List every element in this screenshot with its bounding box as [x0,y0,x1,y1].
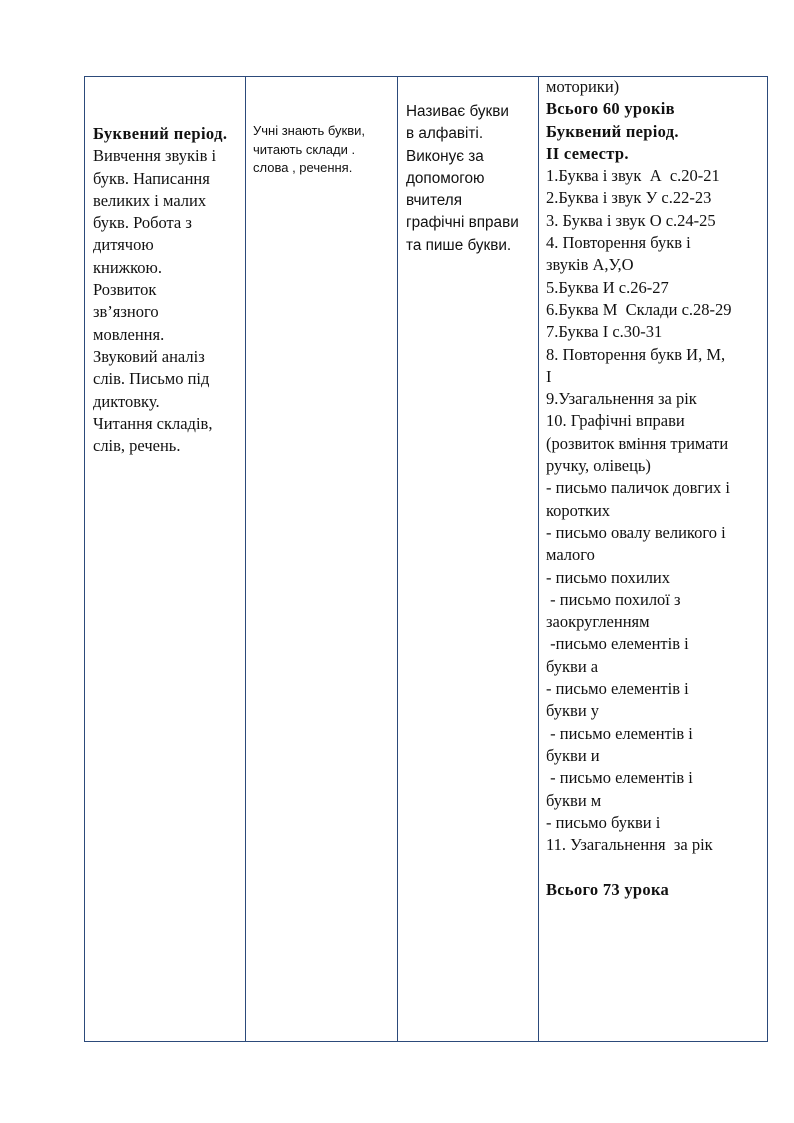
lesson-line: 2.Буква і звук У с.22-23 [546,188,712,208]
cell-skills [398,77,539,1042]
topic-line: книжкою. [93,257,162,277]
topic-line: дитячою [93,235,154,255]
lesson-line: коротких [546,500,611,520]
skill-line: в алфавіті. [406,125,484,143]
lesson-line: 5.Буква И с.26-27 [546,277,669,297]
lesson-line: - письмо елементів і [546,768,693,788]
lesson-line: заокругленням [546,612,650,632]
topic-line: слів, речень. [93,436,181,456]
topic-line: Вивчення звуків і [93,146,217,166]
result-line: слова , речення. [253,160,353,175]
lesson-line: - письмо букви і [546,812,661,832]
lesson-line: 3. Буква і звук О с.24-25 [546,210,716,230]
lesson-line: (розвиток вміння тримати [546,433,729,453]
skill-line: Виконує за [406,147,484,165]
lesson-line: 7.Буква І с.30-31 [546,322,663,342]
lesson-line: букви а [546,656,599,676]
curriculum-table [84,76,768,1042]
topic-line: Звуковий аналіз [93,346,205,366]
cell-lessons [539,77,768,1042]
lesson-line: - письмо елементів і [546,723,693,743]
lesson-line: ручку, олівець) [546,456,651,476]
lesson-line: -письмо елементів і [546,634,689,654]
lesson-line: 4. Повторення букв і [546,233,691,253]
lesson-line: І [546,366,552,386]
period-heading: Буквений період. [546,121,679,141]
lesson-line: звуків А,У,О [546,255,634,275]
cell-topic [85,77,246,1042]
result-line: Учні знають букви, [253,123,366,138]
lesson-line: - письмо похилої з [546,589,681,609]
lesson-line: 1.Буква і звук А с.20-21 [546,166,720,186]
lesson-line: 8. Повторення букв И, М, [546,344,726,364]
topic-line: Читання складів, [93,413,213,433]
continued-line: моторики) [546,77,620,96]
cell-expected-results [246,77,398,1042]
lesson-line: малого [546,545,595,565]
topic-line: диктовку. [93,391,160,411]
lesson-line: букви у [546,701,600,721]
skill-line: допомогою [406,169,485,187]
lesson-line: - письмо елементів і [546,679,689,699]
lesson-line: 11. Узагальнення за рік [546,835,713,855]
topic-line: зв’язного [93,302,159,322]
lesson-line: 6.Буква М Склади с.28-29 [546,299,732,319]
topic-line: мовлення. [93,324,165,344]
skill-line: та пише букви. [406,236,512,254]
semester-heading: ІІ семестр. [546,143,629,163]
lesson-line: 9.Узагальнення за рік [546,389,697,409]
skill-line: Називає букви [406,103,509,120]
topic-line: букв. Робота з [93,213,192,233]
period-heading: Буквений період. [93,124,228,143]
lesson-line: 10. Графічні вправи [546,411,685,431]
total-60-heading: Всього 60 уроків [546,99,675,119]
lesson-line: - письмо овалу великого і [546,522,726,542]
topic-line: великих і малих [93,190,207,210]
lesson-line: - письмо паличок довгих і [546,478,730,498]
result-line: читають склади . [253,141,356,157]
skill-line: графічні вправи [406,214,519,232]
topic-line: букв. Написання [93,168,210,188]
lesson-line: букви и [546,745,600,765]
total-73-heading: Всього 73 урока [546,879,670,899]
table-row [85,77,768,1042]
lesson-line: букви м [546,790,602,810]
topic-line: Розвиток [93,280,157,300]
skill-line: вчителя [406,192,462,210]
spacer [546,856,763,878]
lesson-line: - письмо похилих [546,567,671,587]
topic-line: слів. Письмо під [93,369,210,389]
